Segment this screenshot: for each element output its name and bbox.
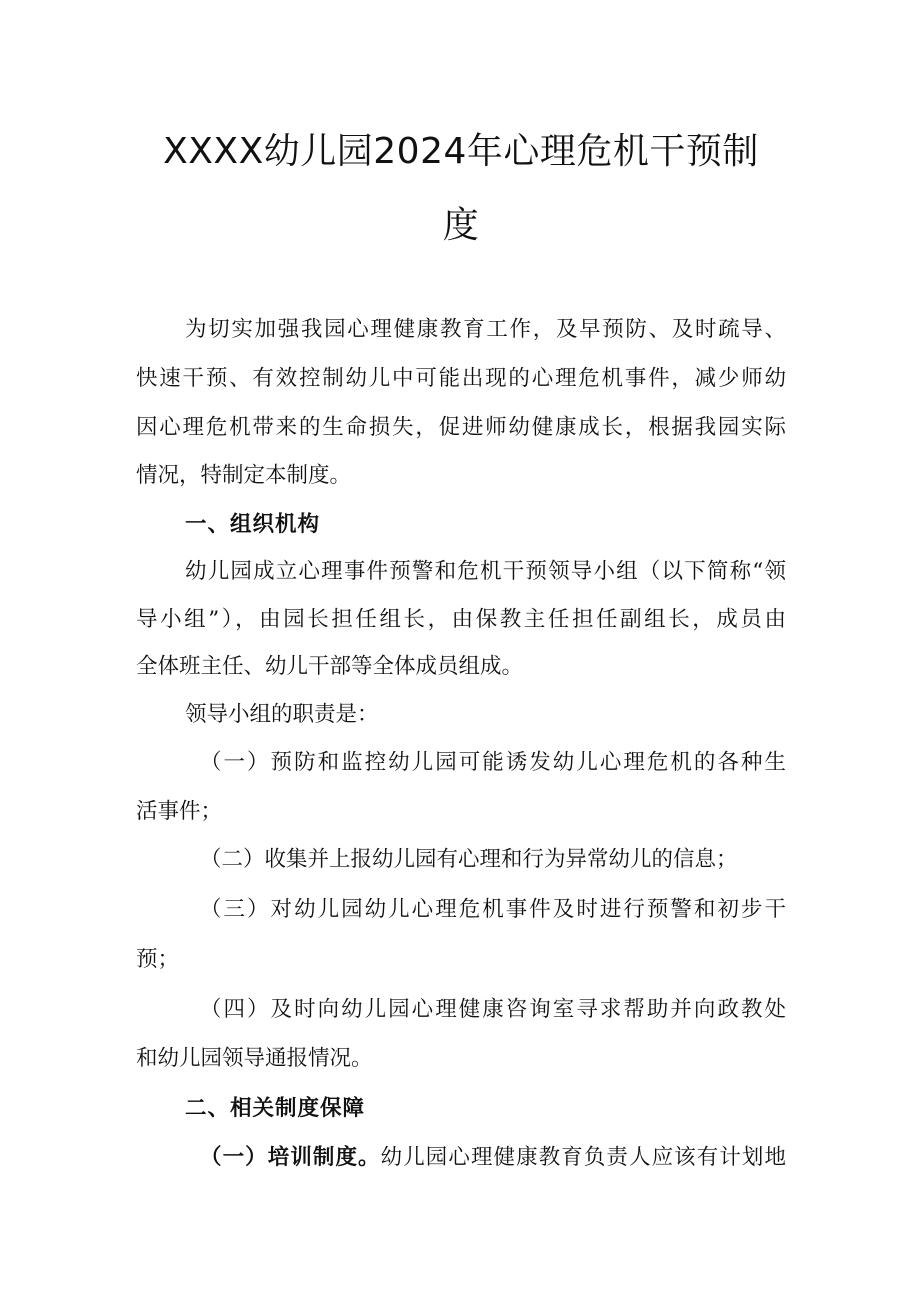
duty-item-1-line: （一）预防和监控幼儿园可能诱发幼儿心理危机的各种生 (200, 750, 786, 775)
duty-item-1-line: 活事件； (136, 799, 223, 824)
section-heading-system-guarantee: 二、相关制度保障 (185, 1096, 366, 1121)
intro-paragraph-line: 情况，特制定本制度。 (136, 463, 352, 488)
duty-item-3-line: 预； (136, 947, 180, 972)
intro-paragraph-line: 快速干预、有效控制幼儿中可能出现的心理危机事件，减少师幼 (136, 366, 786, 391)
duty-item-2: （二）收集并上报幼儿园有心理和行为异常幼儿的信息； (200, 847, 738, 872)
duties-intro: 领导小组的职责是： (185, 702, 379, 727)
organization-paragraph-line: 全体班主任、幼儿干部等全体成员组成。 (136, 654, 524, 679)
intro-paragraph-line: 因心理危机带来的生命损失，促进师幼健康成长，根据我园实际 (136, 415, 786, 440)
duty-item-3-line: （三）对幼儿园幼儿心理危机事件及时进行预警和初步干 (200, 897, 786, 922)
organization-paragraph-line: 幼儿园成立心理事件预警和危机干预领导小组（以下简称“领 (185, 559, 786, 584)
duty-item-4-line: 和幼儿园领导通报情况。 (136, 1046, 373, 1071)
section-heading-organization: 一、组织机构 (185, 512, 321, 537)
training-text: 幼儿园心理健康教育负责人应该有计划地 (380, 1145, 786, 1170)
intro-paragraph-line: 为切实加强我园心理健康教育工作，及早预防、及时疏导、 (185, 317, 786, 342)
training-paragraph-line (200, 1143, 786, 1173)
document-title-line-2: 度 (442, 205, 480, 246)
duty-item-4-line: （四）及时向幼儿园心理健康咨询室寻求帮助并向政教处 (200, 997, 786, 1022)
document-title-line-1: XXXX幼儿园2024年心理危机干预制 (163, 131, 759, 172)
training-label: （一）培训制度。 (200, 1145, 381, 1170)
organization-paragraph-line: 导小组”），由园长担任组长，由保教主任担任副组长，成员由 (136, 607, 786, 632)
